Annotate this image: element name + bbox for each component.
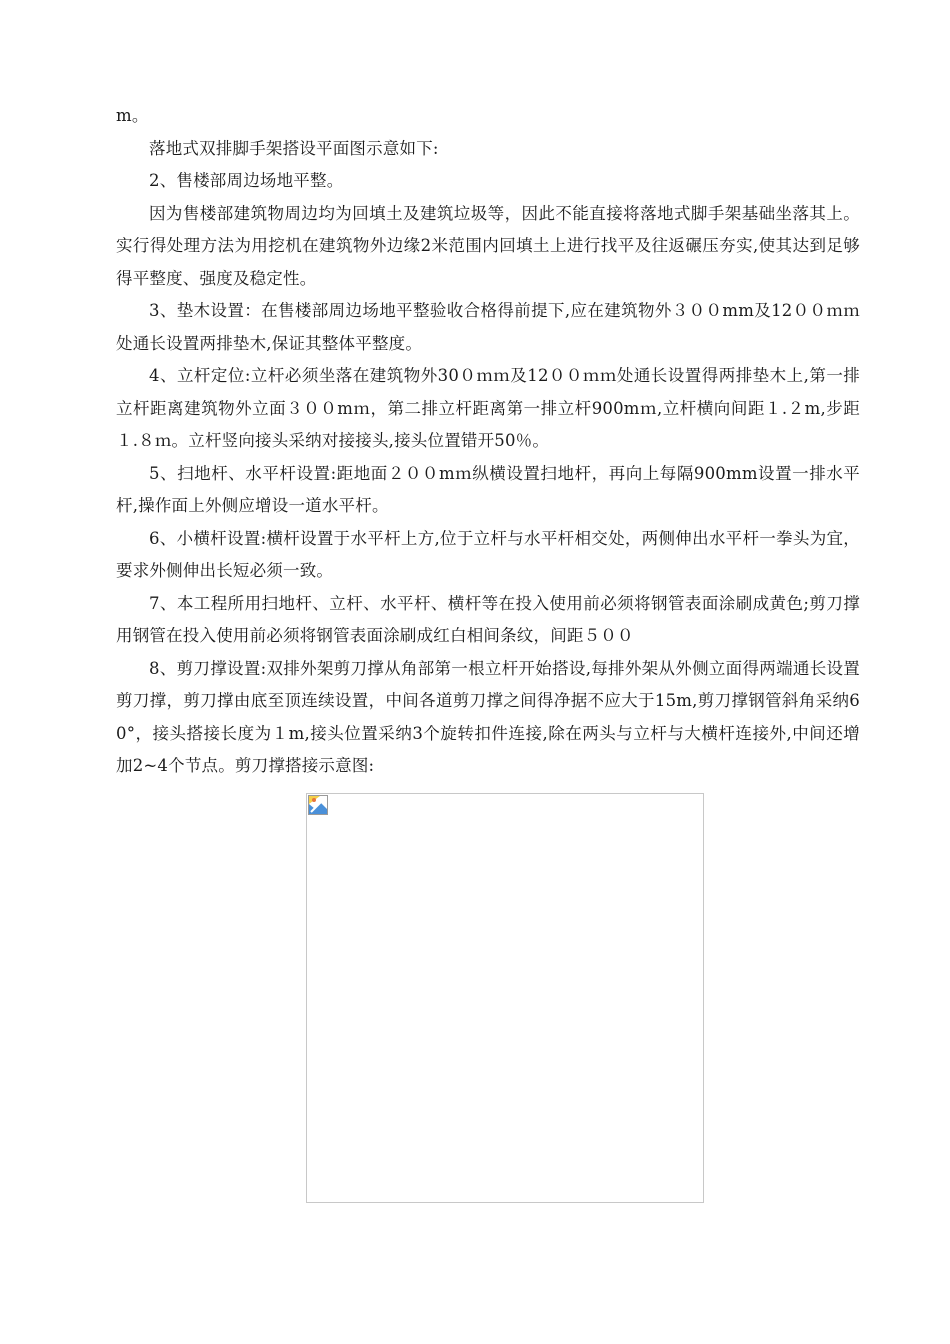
paragraph-6: 5、扫地杆、水平杆设置:距地面２００mｍ纵横设置扫地杆，再向上每隔900mm设置一排水平杆,操作面上外侧应增设一道水平杆。 [116,463,860,515]
paragraph-9: 8、剪刀撑设置:双排外架剪刀撑从角部第一根立杆开始搭设,每排外架从外侧立面得两端通长设置剪刀撑，剪刀撑由底至顶连续设置，中间各道剪刀撑之间得净据不应大于15m,剪刀撑钢管斜角采纳60°，接头搭接长度为１m,接头位置采纳3个旋转扣件连接,除在两头与立杆与大横杆连接外,中间还增加2~4个节点。剪刀撑搭接示意图: [116,658,860,775]
paragraph-0: m。 [116,106,149,125]
paragraph-4: 3、垫木设置：在售楼部周边场地平整验收合格得前提下,应在建筑物外３００mm及12００ｍｍ处通长设置两排垫木,保证其整体平整度。 [116,301,860,353]
paragraph-5: 4、立杆定位:立杆必须坐落在建筑物外30０ｍｍ及12００ｍｍ处通长设置得两排垫木上,第一排立杆距离建筑物外立面３００mｍ，第二排立杆距离第一排立杆900mｍ,立杆横向间距１.２m,步距１.８ｍ。立杆竖向接头采纳对接接头,接头位置错开50％。 [116,366,860,450]
paragraph-8: 7、本工程所用扫地杆、立杆、水平杆、横杆等在投入使用前必须将钢管表面涂刷成黄色;剪刀撑用钢管在投入使用前必须将钢管表面涂刷成红白相间条纹，间距５００ [116,593,860,645]
scissor-brace-figure-placeholder [306,793,704,1203]
document-body [116,100,860,783]
paragraph-1: 落地式双排脚手架搭设平面图示意如下: [149,138,439,158]
paragraph-3: 因为售楼部建筑物周边均为回填土及建筑垃圾等，因此不能直接将落地式脚手架基础坐落其上。实行得处理方法为用挖机在建筑物外边缘2米范围内回填土上进行找平及往返碾压夯实,使其达到足够得平整度、强度及稳定性。 [116,203,860,288]
paragraph-7: 6、小横杆设置:横杆设置于水平杆上方,位于立杆与水平杆相交处，两侧伸出水平杆一拳头为宜，要求外侧伸出长短必须一致。 [116,528,860,580]
paragraph-2: 2、售楼部周边场地平整。 [149,171,344,190]
broken-image-icon [308,795,328,815]
